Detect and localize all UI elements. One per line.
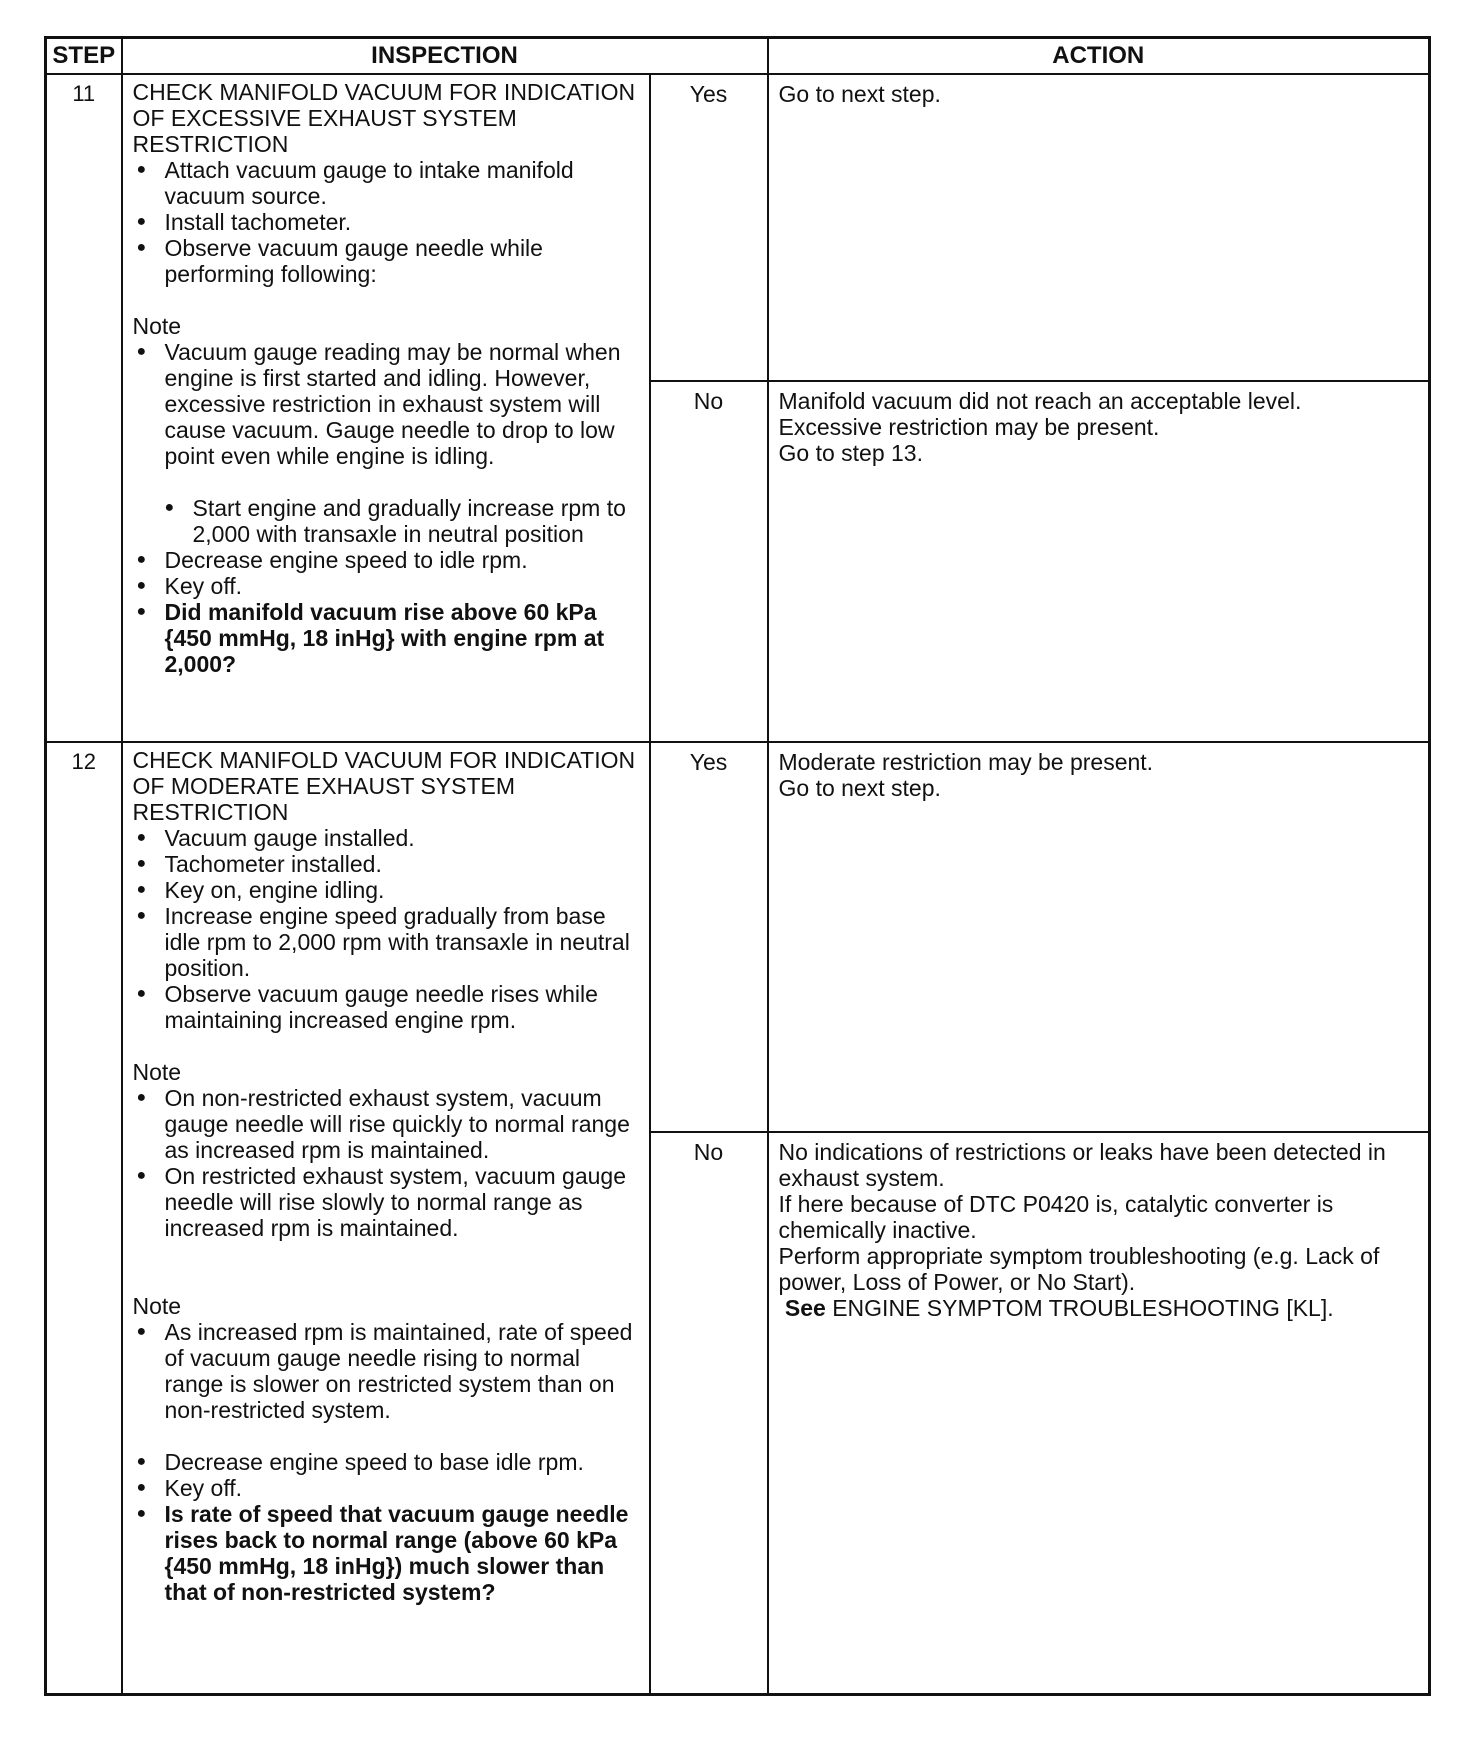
step-title: CHECK MANIFOLD VACUUM FOR INDICATION OF EXCESSIVE EXHAUST SYSTEM RESTRICTION [132, 79, 636, 157]
inspection-bullet: ● Key on, engine idling. [133, 877, 641, 903]
step-number: 12 [46, 742, 122, 1695]
action-line: Manifold vacuum did not reach an acceptable level. [778, 387, 1302, 414]
note-bullet: ● Vacuum gauge reading may be normal when engine is first started and idling. However, excessive restriction in exhaust system will cause vacuum. Gauge needle to drop to low point even while engine is idling. [133, 339, 641, 469]
step-12-yes-row [46, 742, 1430, 1133]
action-line: Go to next step. [778, 81, 941, 107]
inspection-bullet: ● Attach vacuum gauge to intake manifold vacuum source. [133, 157, 641, 209]
inspection-bullet: ● Key off. [133, 573, 641, 599]
no-action [768, 381, 1430, 742]
no-label: No [650, 1132, 768, 1694]
step-title: CHECK MANIFOLD VACUUM FOR INDICATION OF MODERATE EXHAUST SYSTEM RESTRICTION [132, 746, 636, 825]
yes-action [768, 742, 1430, 1133]
inspection-bullet: ● Observe vacuum gauge needle while performing following: [133, 235, 641, 287]
step-header: STEP [46, 38, 122, 75]
see-label: See [784, 1295, 826, 1322]
inspection-bullet: ● Observe vacuum gauge needle rises while maintaining increased engine rpm. [133, 981, 641, 1033]
yes-label: Yes [650, 742, 768, 1133]
procedure-table [44, 36, 1431, 1696]
note-bullet: ● As increased rpm is maintained, rate of speed of vacuum gauge needle rising to normal range is slower on restricted system than on non-restricted system. [133, 1319, 641, 1423]
action-line: Go to next step. [778, 774, 941, 801]
inspection-bullet: ● Increase engine speed gradually from base idle rpm to 2,000 rpm with transaxle in neutral position. [133, 903, 641, 981]
see-reference [779, 1295, 1419, 1321]
inspection-bullet: ● Decrease engine speed to base idle rpm. [133, 1449, 641, 1475]
inspection-bullet: ● Tachometer installed. [133, 851, 641, 877]
step-12-inspection [122, 742, 650, 1695]
inspection-question: ● Is rate of speed that vacuum gauge needle rises back to normal range (above 60 kPa {450 mmHg, 18 inHg}) much slower than that of non-restricted system? [133, 1501, 641, 1605]
inspection-bullet: ● Key off. [133, 1475, 641, 1501]
note-bullet: ● On restricted exhaust system, vacuum gauge needle will rise slowly to normal range as increased rpm is maintained. [133, 1163, 641, 1241]
action-header: ACTION [768, 38, 1430, 75]
see-target: ENGINE SYMPTOM TROUBLESHOOTING [KL]. [832, 1295, 1334, 1322]
header-row [46, 38, 1430, 75]
inspection-bullet: ● Install tachometer. [133, 209, 641, 235]
step-11-inspection [122, 74, 650, 742]
inspection-header: INSPECTION [122, 38, 768, 75]
action-line: If here because of DTC P0420 is, catalytic converter is chemically inactive. [778, 1191, 1334, 1244]
action-line: Perform appropriate symptom troubleshooting (e.g. Lack of power, Loss of Power, or No Start). [778, 1243, 1380, 1296]
action-line: Moderate restriction may be present. [778, 748, 1154, 775]
note-label: Note [132, 313, 182, 339]
no-label: No [650, 381, 768, 742]
note-label: Note [132, 1058, 182, 1085]
action-line: No indications of restrictions or leaks have been detected in exhaust system. [778, 1139, 1386, 1192]
inspection-bullet: ● Start engine and gradually increase rpm to 2,000 with transaxle in neutral position [161, 495, 641, 547]
yes-action [768, 74, 1430, 381]
step-number: 11 [46, 74, 122, 742]
yes-label: Yes [650, 74, 768, 381]
step-11-yes-row [46, 74, 1430, 381]
note-label: Note [132, 1292, 182, 1319]
note-bullet: ● On non-restricted exhaust system, vacuum gauge needle will rise quickly to normal range as increased rpm is maintained. [133, 1085, 641, 1163]
action-line: Go to step 13. [778, 439, 923, 466]
inspection-bullet: ● Vacuum gauge installed. [133, 825, 641, 851]
action-line: Excessive restriction may be present. [778, 413, 1160, 440]
inspection-question: ● Did manifold vacuum rise above 60 kPa {450 mmHg, 18 inHg} with engine rpm at 2,000? [133, 599, 641, 677]
no-action [768, 1132, 1430, 1694]
inspection-bullet: ● Decrease engine speed to idle rpm. [133, 547, 641, 573]
